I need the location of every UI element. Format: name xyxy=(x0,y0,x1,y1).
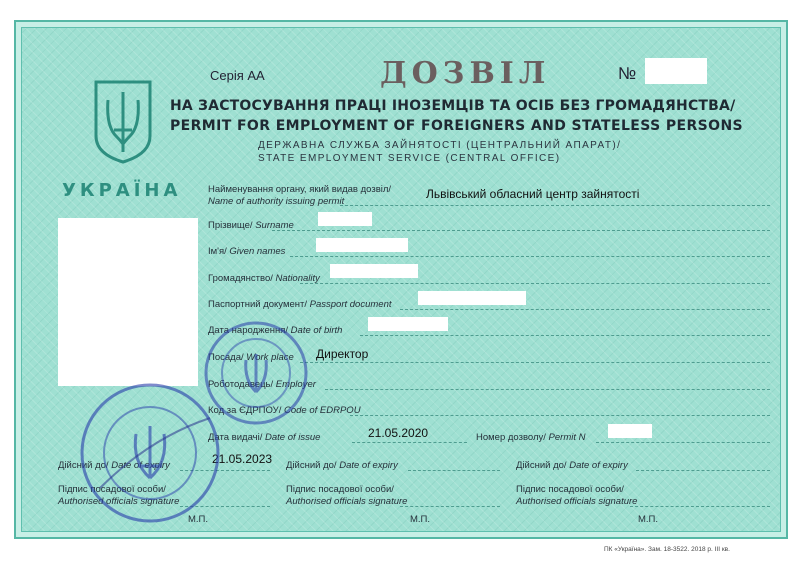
permit-label-ua: Номер дозволу/ xyxy=(476,432,546,443)
dob-redacted xyxy=(368,317,448,331)
valid-label-ua-3: Дійсний до/ xyxy=(516,460,567,471)
issue-label-en: Date of issue xyxy=(265,432,321,443)
employer-line xyxy=(325,389,770,390)
sign-label-en-3: Authorised officials signature xyxy=(516,496,638,507)
trident-emblem-icon xyxy=(92,78,154,164)
given-label-en: Given names xyxy=(229,246,286,257)
sign-label-ua-2: Підпис посадової особи/ xyxy=(286,484,394,495)
permit-label-en: Permit N xyxy=(548,432,586,443)
position-line xyxy=(300,362,770,363)
employer-label-en: Employer xyxy=(275,379,316,390)
nationality-label-ua: Громадянство/ xyxy=(208,273,273,284)
sign-line-2 xyxy=(400,506,500,507)
country-label: УКРАЇНА xyxy=(62,180,182,201)
valid-label-en-2: Date of expiry xyxy=(339,460,398,471)
dob-label-en: Date of birth xyxy=(290,325,343,336)
sign-label-en-1: Authorised officials signature xyxy=(58,496,180,507)
print-info: ПК «Україна». Зам. 18-3522. 2018 р. III кв. xyxy=(604,546,730,553)
issue-label-ua: Дата видачі/ xyxy=(208,432,263,443)
passport-label-en: Passport document xyxy=(309,299,392,310)
sign-line-3 xyxy=(630,506,770,507)
sign-label-ua-3: Підпис посадової особи/ xyxy=(516,484,624,495)
issue-line xyxy=(352,442,467,443)
given-redacted xyxy=(316,238,408,252)
position-label-ua: Посада/ xyxy=(208,352,244,363)
redacted-number xyxy=(645,58,707,84)
valid-label-ua-1: Дійсний до/ xyxy=(58,460,109,471)
position-label-en: Work place xyxy=(246,352,294,363)
permit-redacted xyxy=(608,424,652,438)
number-label: № xyxy=(618,64,637,83)
document-title: ДОЗВІЛ xyxy=(380,56,551,91)
valid-line-3 xyxy=(636,470,770,471)
series-label: Серія АА xyxy=(210,68,265,83)
issue-value: 21.05.2020 xyxy=(368,426,429,440)
valid-label-en-1: Date of expiry xyxy=(111,460,170,471)
authority-value: Львівський обласний центр зайнятості xyxy=(426,187,640,201)
dob-line xyxy=(360,335,770,336)
nationality-redacted xyxy=(330,264,418,278)
edrpou-line xyxy=(350,415,770,416)
mp-label-1: М.П. xyxy=(188,514,209,525)
photo-redacted xyxy=(58,218,198,386)
given-label-ua: Ім'я/ xyxy=(208,246,227,257)
authority-label-ua: Найменування органу, який видав дозвіл/ xyxy=(208,184,392,195)
position-value: Директор xyxy=(316,347,369,361)
service-en: STATE EMPLOYMENT SERVICE (CENTRAL OFFICE) xyxy=(258,153,561,164)
surname-line xyxy=(272,230,770,231)
sign-label-ua-1: Підпис посадової особи/ xyxy=(58,484,166,495)
service-ua: ДЕРЖАВНА СЛУЖБА ЗАЙНЯТОСТІ (ЦЕНТРАЛЬНИЙ АПАРАТ)/ xyxy=(258,140,622,151)
nationality-label-en: Nationality xyxy=(275,273,320,284)
dob-label-ua: Дата народження/ xyxy=(208,325,289,336)
edrpou-label-ua: Код за ЄДРПОУ/ xyxy=(208,405,282,416)
valid-label-ua-2: Дійсний до/ xyxy=(286,460,337,471)
mp-label-2: М.П. xyxy=(410,514,431,525)
authority-label-en: Name of authority issuing permit xyxy=(208,196,345,207)
permit-line xyxy=(596,442,770,443)
valid-line-2 xyxy=(408,470,500,471)
surname-label-ua: Прізвище/ xyxy=(208,220,253,231)
employer-label-ua: Роботодавець/ xyxy=(208,379,274,390)
sign-label-en-2: Authorised officials signature xyxy=(286,496,408,507)
heading-ua: НА ЗАСТОСУВАННЯ ПРАЦІ ІНОЗЕМЦІВ ТА ОСІБ БЕЗ ГРОМАДЯНСТВА/ xyxy=(170,98,736,114)
official-stamp-lower xyxy=(70,378,230,528)
nationality-line xyxy=(300,283,770,284)
authority-line xyxy=(340,205,770,206)
passport-redacted xyxy=(418,291,526,305)
edrpou-label-en: Code of EDRPOU xyxy=(284,405,361,416)
surname-redacted xyxy=(318,212,372,226)
valid-label-en-3: Date of expiry xyxy=(569,460,628,471)
given-line xyxy=(290,256,770,257)
valid-value: 21.05.2023 xyxy=(212,452,273,466)
surname-label-en: Surname xyxy=(255,220,294,231)
mp-label-3: М.П. xyxy=(638,514,659,525)
passport-line xyxy=(400,309,770,310)
heading-en: PERMIT FOR EMPLOYMENT OF FOREIGNERS AND STATELESS PERSONS xyxy=(170,118,744,134)
passport-label-ua: Паспортний документ/ xyxy=(208,299,307,310)
